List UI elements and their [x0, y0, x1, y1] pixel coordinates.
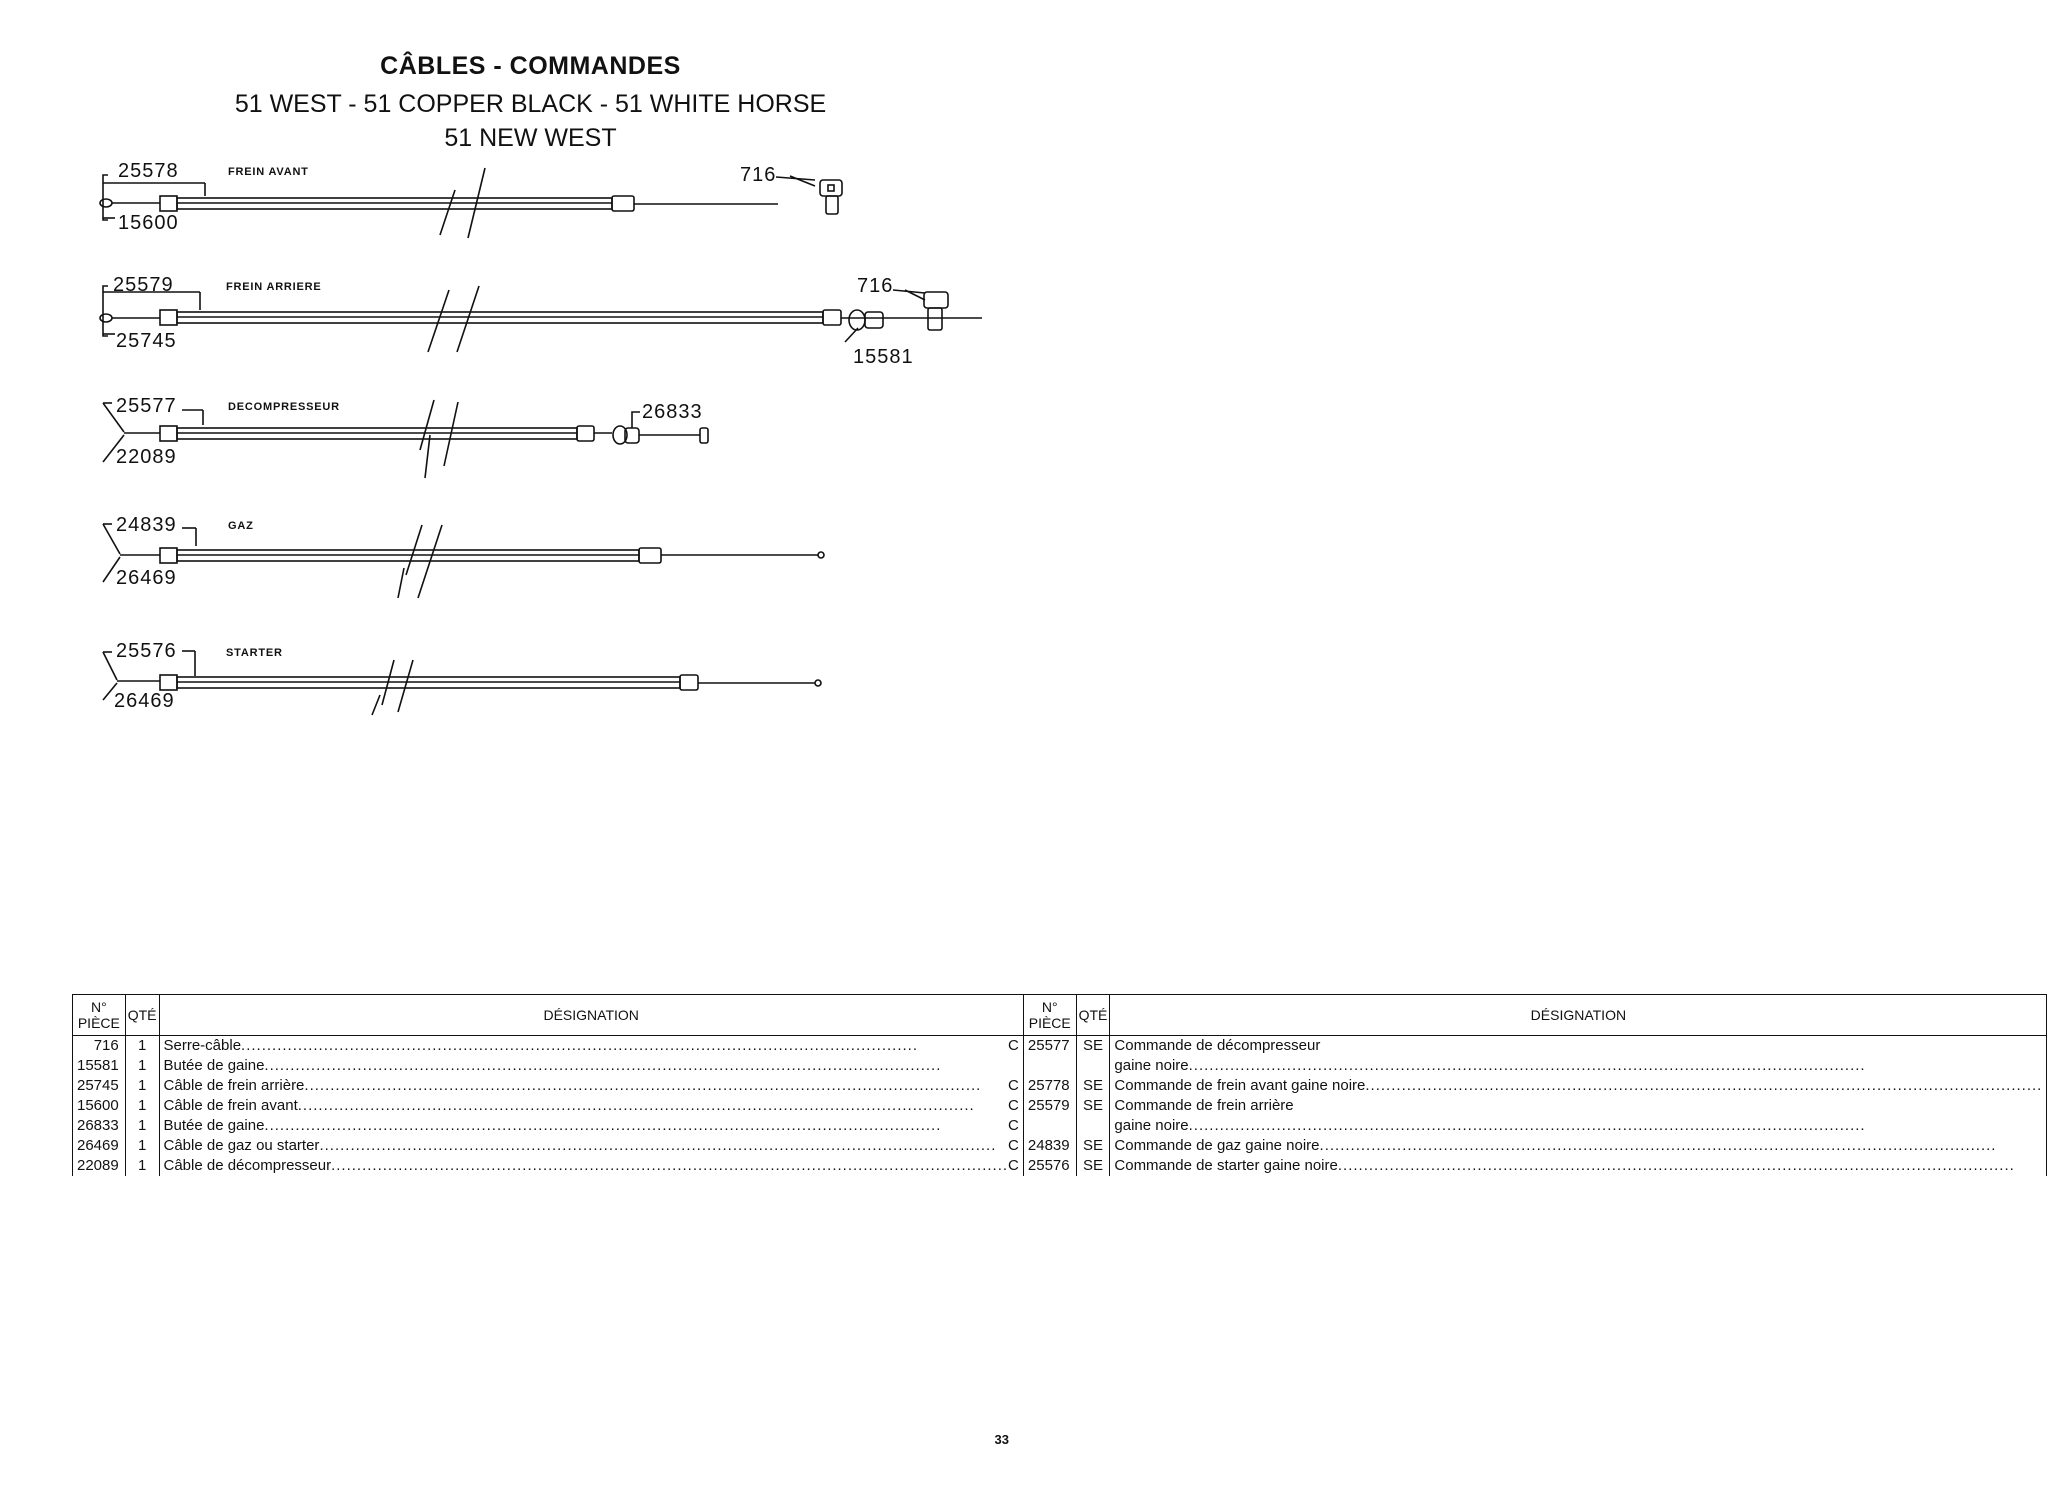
part-qty-right: SE	[1076, 1156, 1110, 1176]
part-designation-right-text: Commande de starter gaine noire	[1114, 1157, 1338, 1174]
part-qty-right	[1076, 1116, 1110, 1136]
header-qty: QTÉ	[125, 995, 159, 1036]
part-designation-right	[1110, 1156, 2047, 1176]
ref-24839: 24839	[116, 514, 177, 536]
ref-26469-gaz: 26469	[116, 567, 177, 589]
part-number-right: 24839	[1023, 1136, 1076, 1156]
part-designation-text: Câble de frein arrière	[163, 1077, 305, 1094]
ref-25577: 25577	[116, 395, 177, 417]
ref-15581: 15581	[853, 346, 914, 368]
part-designation	[159, 1116, 1023, 1136]
part-designation-right	[1110, 1136, 2047, 1156]
part-designation-right-text: Commande de frein arrière	[1114, 1097, 1294, 1114]
header-designation: DÉSIGNATION	[159, 995, 1023, 1036]
cable-gaz	[103, 524, 824, 598]
cable-starter	[103, 651, 821, 715]
table-row	[73, 1096, 2047, 1116]
part-designation-text: Câble de gaz ou starter	[163, 1137, 320, 1154]
header-no-piece: N° PIÈCE	[73, 995, 126, 1036]
part-designation	[159, 1056, 1023, 1076]
part-code: C	[1008, 1137, 1019, 1154]
table-row	[73, 1136, 2047, 1156]
part-qty-right: SE	[1076, 1096, 1110, 1116]
part-designation-right-text: Commande de décompresseur	[1114, 1037, 1321, 1054]
ref-26469-starter: 26469	[114, 690, 175, 712]
part-number-right: 25579	[1023, 1096, 1076, 1116]
header-designation-right: DÉSIGNATION	[1110, 995, 2047, 1036]
part-qty: 1	[125, 1036, 159, 1057]
part-qty: 1	[125, 1076, 159, 1096]
part-designation-right	[1110, 1096, 2047, 1116]
part-number-right	[1023, 1116, 1076, 1136]
ref-25578: 25578	[118, 160, 179, 182]
caption-starter: STARTER	[226, 647, 283, 659]
part-qty-right	[1076, 1056, 1110, 1076]
part-qty-right: SE	[1076, 1136, 1110, 1156]
part-designation	[159, 1096, 1023, 1116]
ref-716-rear: 716	[857, 275, 894, 297]
ref-25745: 25745	[116, 330, 177, 352]
ref-25576: 25576	[116, 640, 177, 662]
caption-frein-arriere: FREIN ARRIERE	[226, 281, 322, 293]
part-designation-right-text: Commande de frein avant gaine noire	[1114, 1077, 1366, 1094]
models-line-1: 51 WEST - 51 COPPER BLACK - 51 WHITE HORSE	[234, 90, 827, 118]
part-qty: 1	[125, 1156, 159, 1176]
parts-table-body	[73, 1036, 2047, 1177]
page-number: 33	[994, 1432, 1009, 1447]
part-designation	[159, 1136, 1023, 1156]
part-number: 716	[73, 1036, 126, 1057]
part-number: 25745	[73, 1076, 126, 1096]
part-qty: 1	[125, 1136, 159, 1156]
part-designation-right	[1110, 1056, 2047, 1076]
ref-716-front: 716	[740, 164, 777, 186]
part-designation-right-text: gaine noire	[1114, 1057, 1189, 1074]
part-designation-text: Serre-câble	[163, 1037, 242, 1054]
part-number-right: 25577	[1023, 1036, 1076, 1057]
part-qty: 1	[125, 1096, 159, 1116]
part-qty: 1	[125, 1056, 159, 1076]
part-number: 26833	[73, 1116, 126, 1136]
part-code: C	[1008, 1037, 1019, 1054]
part-number: 26469	[73, 1136, 126, 1156]
models-line-2: 51 NEW WEST	[444, 124, 617, 152]
part-designation-text: Câble de décompresseur	[163, 1157, 332, 1174]
part-number: 15600	[73, 1096, 126, 1116]
part-code: C	[1008, 1157, 1019, 1174]
part-designation	[159, 1036, 1023, 1057]
table-row	[73, 1076, 2047, 1096]
page-title: CÂBLES - COMMANDES	[380, 52, 681, 80]
ref-22089: 22089	[116, 446, 177, 468]
part-designation-right	[1110, 1076, 2047, 1096]
part-designation	[159, 1156, 1023, 1176]
part-designation-right-text: gaine noire	[1114, 1117, 1189, 1134]
part-designation-text: Butée de gaine	[163, 1117, 265, 1134]
ref-26833: 26833	[642, 401, 703, 423]
part-qty-right: SE	[1076, 1036, 1110, 1057]
cable-frein-avant	[100, 168, 842, 238]
table-row	[73, 1156, 2047, 1176]
part-qty-right: SE	[1076, 1076, 1110, 1096]
part-code: C	[1008, 1077, 1019, 1094]
part-designation	[159, 1076, 1023, 1096]
part-number: 22089	[73, 1156, 126, 1176]
part-number: 15581	[73, 1056, 126, 1076]
part-designation-text: Butée de gaine	[163, 1057, 265, 1074]
header-qty-right: QTÉ	[1076, 995, 1110, 1036]
caption-frein-avant: FREIN AVANT	[228, 166, 309, 178]
part-number-right: 25576	[1023, 1156, 1076, 1176]
header-no-piece-right: N° PIÈCE	[1023, 995, 1076, 1036]
table-row	[73, 1056, 2047, 1076]
ref-15600: 15600	[118, 212, 179, 234]
cable-decompresseur	[103, 400, 708, 478]
ref-25579: 25579	[113, 274, 174, 296]
part-qty: 1	[125, 1116, 159, 1136]
caption-decompresseur: DECOMPRESSEUR	[228, 401, 340, 413]
part-designation-right	[1110, 1116, 2047, 1136]
part-code: C	[1008, 1117, 1019, 1134]
cable-frein-arriere	[100, 286, 982, 352]
parts-table	[72, 994, 2047, 1176]
part-designation-right-text: Commande de gaz gaine noire	[1114, 1137, 1320, 1154]
part-code: C	[1008, 1097, 1019, 1114]
part-designation-right	[1110, 1036, 2047, 1057]
part-number-right	[1023, 1056, 1076, 1076]
part-designation-text: Câble de frein avant	[163, 1097, 298, 1114]
table-row	[73, 1116, 2047, 1136]
table-row	[73, 1036, 2047, 1057]
caption-gaz: GAZ	[228, 520, 254, 532]
part-number-right: 25778	[1023, 1076, 1076, 1096]
